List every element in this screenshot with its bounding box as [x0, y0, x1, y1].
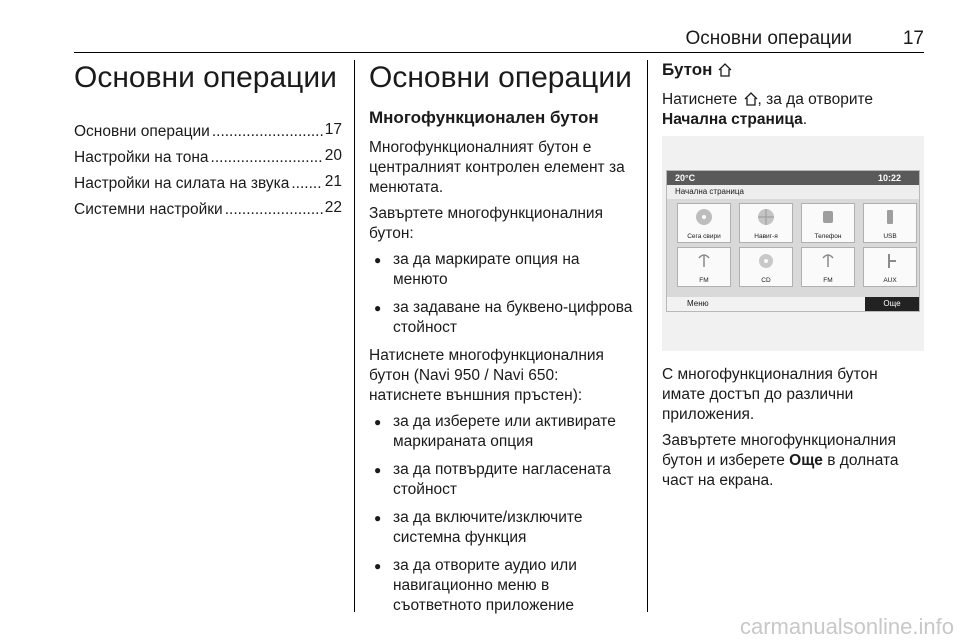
tile-phone[interactable]: Телефон — [801, 203, 855, 243]
paragraph: Завъртете многофункционалния бутон и изберете Още в долната част на екрана. — [662, 432, 899, 489]
section-title: Основни операции — [369, 61, 632, 94]
status-bar — [667, 171, 919, 185]
header-title: Основни операции — [685, 28, 852, 49]
tile-navigation[interactable]: Навиг-я — [739, 203, 793, 243]
list-item: ● за да изберете или активирате маркираната опция — [369, 412, 633, 452]
paragraph: Натиснете многофункционалния бутон (Navi 950 / Navi 650: натиснете външния пръстен): — [369, 347, 604, 404]
list-item: ● за да маркирате опция на менюто — [369, 250, 633, 290]
toc-entry[interactable]: Системни настройки ..... 22 — [74, 198, 342, 224]
temperature: 20°C — [675, 173, 696, 183]
screen-bottom-bar — [667, 297, 919, 311]
page-number: 17 — [902, 28, 924, 49]
list-item: ● за да включите/изключите системна функция — [369, 508, 633, 548]
home-screen-illustration — [662, 136, 924, 351]
paragraph: С многофункционалния бутон имате достъп до различни приложения. — [662, 366, 878, 423]
subsection-title: Многофункционален бутон — [369, 108, 599, 127]
watermark: carmanualsonline.info — [739, 614, 954, 639]
usb-icon — [881, 208, 899, 226]
toc-entry[interactable]: Настройки на тона ..... 20 — [74, 146, 342, 172]
more-button[interactable]: Още — [865, 297, 919, 311]
tile-fm[interactable]: FM — [677, 247, 731, 287]
home-icon — [718, 63, 732, 77]
tile-usb[interactable]: USB — [863, 203, 917, 243]
list-item: ● за да потвърдите нагласената стойност — [369, 460, 633, 500]
menu-button[interactable]: Меню — [687, 299, 709, 308]
button-heading: Бутон — [662, 60, 924, 80]
tile-am[interactable]: FM — [801, 247, 855, 287]
main-text-column — [369, 60, 633, 624]
column-divider — [354, 60, 355, 612]
radio-icon — [695, 252, 713, 270]
tile-cd[interactable]: CD — [739, 247, 793, 287]
phone-icon — [819, 208, 837, 226]
toc-column — [74, 60, 342, 224]
globe-icon — [757, 208, 775, 226]
paragraph: Многофункционалният бутон е централният контролен елемент за менютата. — [369, 139, 625, 196]
paragraph: Натиснете , за да отворите Начална страница. — [662, 91, 874, 128]
disc-icon — [695, 208, 713, 226]
chapter-title: Основни операции — [74, 61, 337, 94]
tile-aux[interactable]: AUX — [863, 247, 917, 287]
bullet-list — [369, 250, 633, 338]
display-screen — [666, 170, 920, 312]
column-divider — [647, 60, 648, 612]
cd-icon — [757, 252, 775, 270]
home-icon — [744, 92, 758, 106]
clock: 10:22 — [877, 173, 901, 183]
toc-entry[interactable]: Основни операции ..... 17 — [74, 120, 342, 146]
paragraph: Завъртете многофункционалния бутон: — [369, 205, 603, 242]
page-header — [74, 26, 924, 53]
screen-title: Начална страница — [675, 187, 744, 196]
bullet-list — [369, 412, 633, 616]
list-item: ● за да отворите аудио или навигационно меню в съответното приложение — [369, 556, 633, 616]
list-item: ● за задаване на буквено-цифрова стойност — [369, 298, 633, 338]
toc-entry[interactable]: Настройки на силата на звука ..... 21 — [74, 172, 342, 198]
right-column — [662, 60, 924, 497]
tile-now-playing[interactable]: Сега свири — [677, 203, 731, 243]
screen-title-bar — [667, 185, 919, 199]
aux-icon — [881, 252, 899, 270]
radio-icon — [819, 252, 837, 270]
